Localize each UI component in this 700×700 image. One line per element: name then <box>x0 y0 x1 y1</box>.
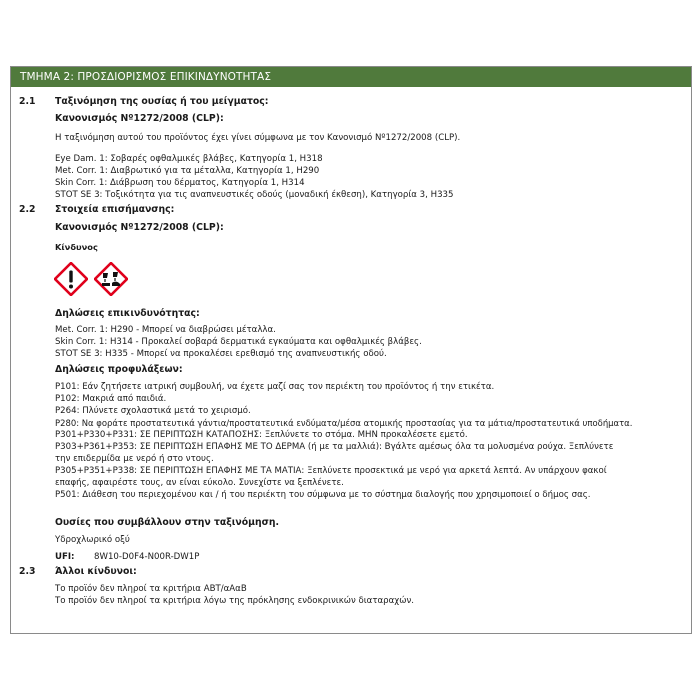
hazard-statement: STOT SE 3: H335 - Μπορεί να προκαλέσει ερεθισμό της αναπνευστικής οδού. <box>55 349 387 359</box>
substances-heading: Ουσίες που συμβάλλουν στην ταξινόμηση. <box>55 517 279 528</box>
section-title-2-1: Ταξινόμηση της ουσίας ή του μείγματος: <box>55 96 269 107</box>
classification-line: Eye Dam. 1: Σοβαρές οφθαλμικές βλάβες, Κατηγορία 1, H318 <box>55 154 323 164</box>
precautionary-statement: P101: Εάν ζητήσετε ιατρική συμβουλή, να έχετε μαζί σας τον περιέκτη του προϊόντος ή την ετικέτα. <box>55 382 495 392</box>
classification-line: Met. Corr. 1: Διαβρωτικό για τα μέταλλα, Κατηγορία 1, H290 <box>55 166 320 176</box>
hazard-statement: Skin Corr. 1: H314 - Προκαλεί σοβαρά δερματικά εγκαύματα και οφθαλμικές βλάβες. <box>55 337 422 347</box>
section-header: ΤΜΗΜΑ 2: ΠΡΟΣΔΙΟΡΙΣΜΟΣ ΕΠΙΚΙΝΔΥΝΟΤΗΤΑΣ <box>11 67 691 87</box>
precautionary-statement: P303+P361+P353: ΣΕ ΠΕΡΙΠΤΩΣΗ ΕΠΑΦΗΣ ΜΕ ΤΟ ΔΕΡΜΑ (ή με τα μαλλιά): Βγάλτε αμέσως όλα τα μολυσμένα ρούχα. Ξεπλύνετε <box>55 442 614 452</box>
classification-intro: Η ταξινόμηση αυτού του προϊόντος έχει γίνει σύμφωνα με τον Κανονισμό Nº1272/2008 (CLP). <box>55 133 461 143</box>
precautionary-statement: την επιδερμίδα με νερό ή στο ντους. <box>55 454 214 464</box>
precautionary-statements-heading: Δηλώσεις προφυλάξεων: <box>55 364 183 375</box>
section-number-2-2: 2.2 <box>19 204 36 215</box>
precautionary-statement: P501: Διάθεση του περιεχομένου και / ή του περιέκτη του σύμφωνα με το σύστημα διαλογής που χρησιμοποιεί ο δήμος σας. <box>55 490 591 500</box>
classification-line: Skin Corr. 1: Διάβρωση του δέρματος, Κατηγορία 1, H314 <box>55 178 305 188</box>
exclamation-icon <box>54 262 88 296</box>
ufi-label: UFI: <box>55 552 75 562</box>
other-hazards-line: Το προϊόν δεν πληροί τα κριτήρια ΑΒΤ/αΑαΒ <box>55 584 247 594</box>
section-number-2-1: 2.1 <box>19 96 36 107</box>
regulation-heading-2-1: Κανονισμός Νº1272/2008 (CLP): <box>55 113 224 124</box>
corrosion-icon <box>94 262 128 296</box>
hazard-statement: Met. Corr. 1: H290 - Μπορεί να διαβρώσει μέταλλα. <box>55 325 276 335</box>
precautionary-statement: επαφής, αφαιρέστε τους, αν είναι εύκολο. Συνεχίστε να ξεπλένετε. <box>55 478 344 488</box>
other-hazards-line: Το προϊόν δεν πληροί τα κριτήρια λόγω της πρόκλησης ενδοκρινικών διαταραχών. <box>55 596 414 606</box>
section-title-2-2: Στοιχεία επισήμανσης: <box>55 204 175 215</box>
classification-line: STOT SE 3: Τοξικότητα για τις αναπνευστικές οδούς (μοναδική έκθεση), Κατηγορία 3, H335 <box>55 190 454 200</box>
precautionary-statement: P264: Πλύνετε σχολαστικά μετά το χειρισμό. <box>55 406 251 416</box>
section-number-2-3: 2.3 <box>19 566 36 577</box>
ufi-value: 8W10-D0F4-N00R-DW1P <box>94 552 200 562</box>
precautionary-statement: P305+P351+P338: ΣΕ ΠΕΡΙΠΤΩΣΗ ΕΠΑΦΗΣ ΜΕ ΤΑ ΜΑΤΙΑ: Ξεπλύνετε προσεκτικά με νερό για αρκετά λεπτά. Αν υπάρχουν φακοί <box>55 466 607 476</box>
substance-name: Υδροχλωρικό οξύ <box>55 535 130 545</box>
hazard-statements-heading: Δηλώσεις επικινδυνότητας: <box>55 308 200 319</box>
signal-word: Κίνδυνος <box>55 242 98 252</box>
section-title-2-3: Άλλοι κίνδυνοι: <box>55 566 137 577</box>
precautionary-statement: P102: Μακριά από παιδιά. <box>55 394 167 404</box>
regulation-heading-2-2: Κανονισμός Nº1272/2008 (CLP): <box>55 222 224 233</box>
sds-section-2 <box>10 66 692 634</box>
precautionary-statement: P301+P330+P331: ΣΕ ΠΕΡΙΠΤΩΣΗ ΚΑΤΑΠΟΣΗΣ: Ξεπλύνετε το στόμα. ΜΗΝ προκαλέσετε εμετό. <box>55 430 468 440</box>
precautionary-statement: P280: Να φοράτε προστατευτικά γάντια/προστατευτικά ενδύματα/μέσα ατομικής προστασίας για τα μάτια/προστατευτικά υποδήματα. <box>55 418 633 428</box>
